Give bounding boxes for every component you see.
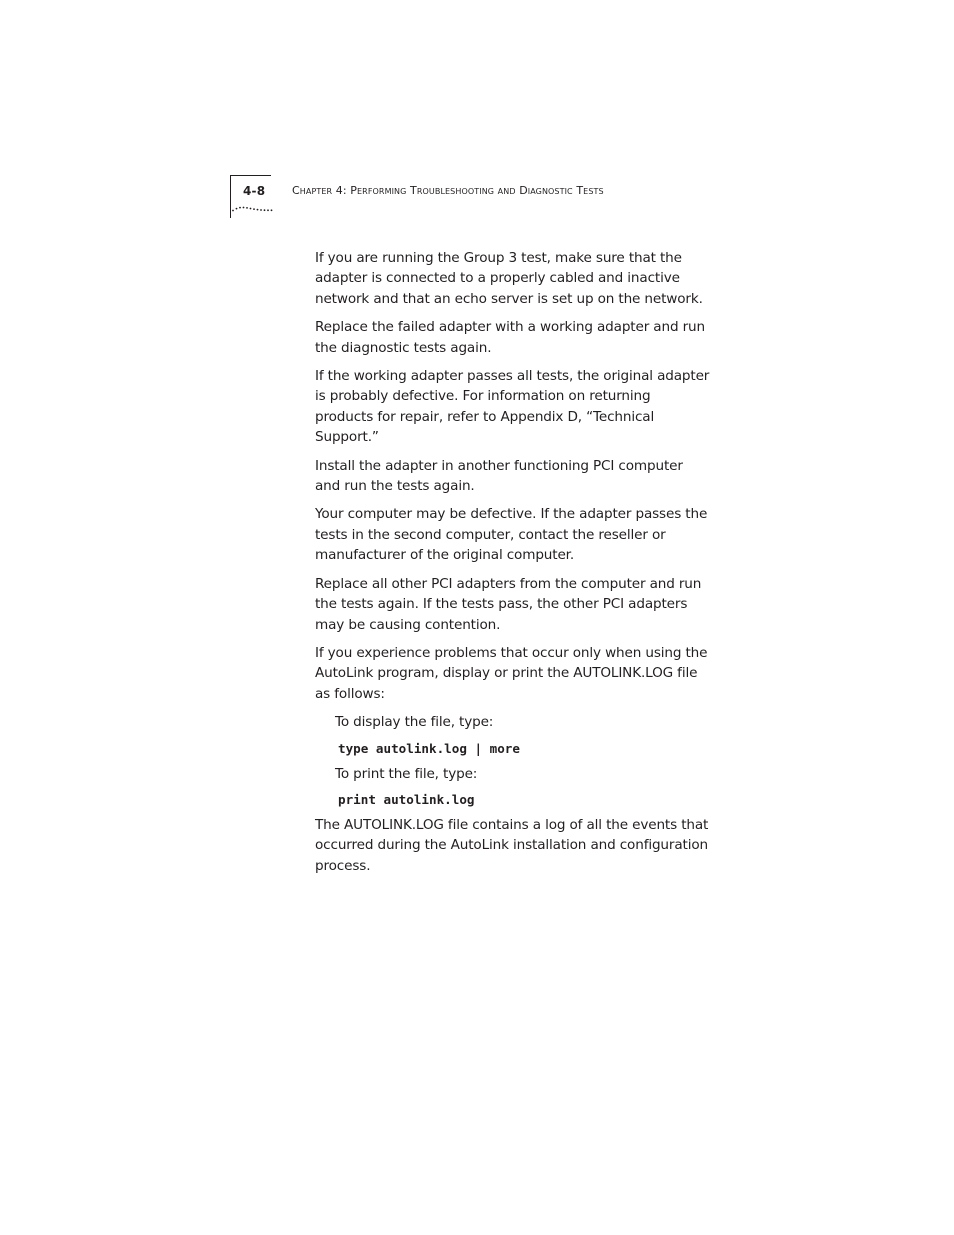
print-instruction: To print the file, type: — [335, 765, 478, 782]
paragraph-replace-adapter: Replace the failed adapter with a working adapter and run the diagnostic tests again. — [315, 319, 705, 356]
paragraph-group3-test: If you are running the Group 3 test, make sure that the adapter is connected to a properly cabled and inactive network and that an echo server is set up on the network. — [315, 250, 703, 307]
display-instruction: To display the file, type: — [335, 714, 494, 731]
page-body — [315, 248, 710, 884]
chapter-title: Chapter 4: Performing Troubleshooting and Diagnostic Tests — [292, 184, 604, 197]
page-number: 4-8 — [243, 184, 266, 198]
paragraph-autolink-log: The AUTOLINK.LOG file contains a log of all the events that occurred during the AutoLink installation and configuration process. — [315, 816, 709, 874]
dotted-rule-decoration — [232, 205, 274, 213]
print-command: print autolink.log — [338, 791, 475, 807]
paragraph-computer-defective: Your computer may be defective. If the adapter passes the tests in the second computer, contact the reseller or manufacturer of the original computer. — [315, 506, 708, 564]
paragraph-replace-pci-adapters: Replace all other PCI adapters from the computer and run the tests again. If the tests pass, the other PCI adapters may be causing contention. — [315, 575, 702, 633]
paragraph-autolink-problems: If you experience problems that occur only when using the AutoLink program, display or print the AUTOLINK.LOG file as follows: — [315, 644, 708, 702]
page-header — [230, 175, 710, 219]
paragraph-install-another-computer: Install the adapter in another functioning PCI computer and run the tests again. — [315, 457, 683, 495]
display-command: type autolink.log | more — [338, 740, 520, 756]
paragraph-working-adapter: If the working adapter passes all tests, the original adapter is probably defective. For information on returning products for repair, refer to Appendix D, “Technical Support.” — [315, 368, 710, 446]
